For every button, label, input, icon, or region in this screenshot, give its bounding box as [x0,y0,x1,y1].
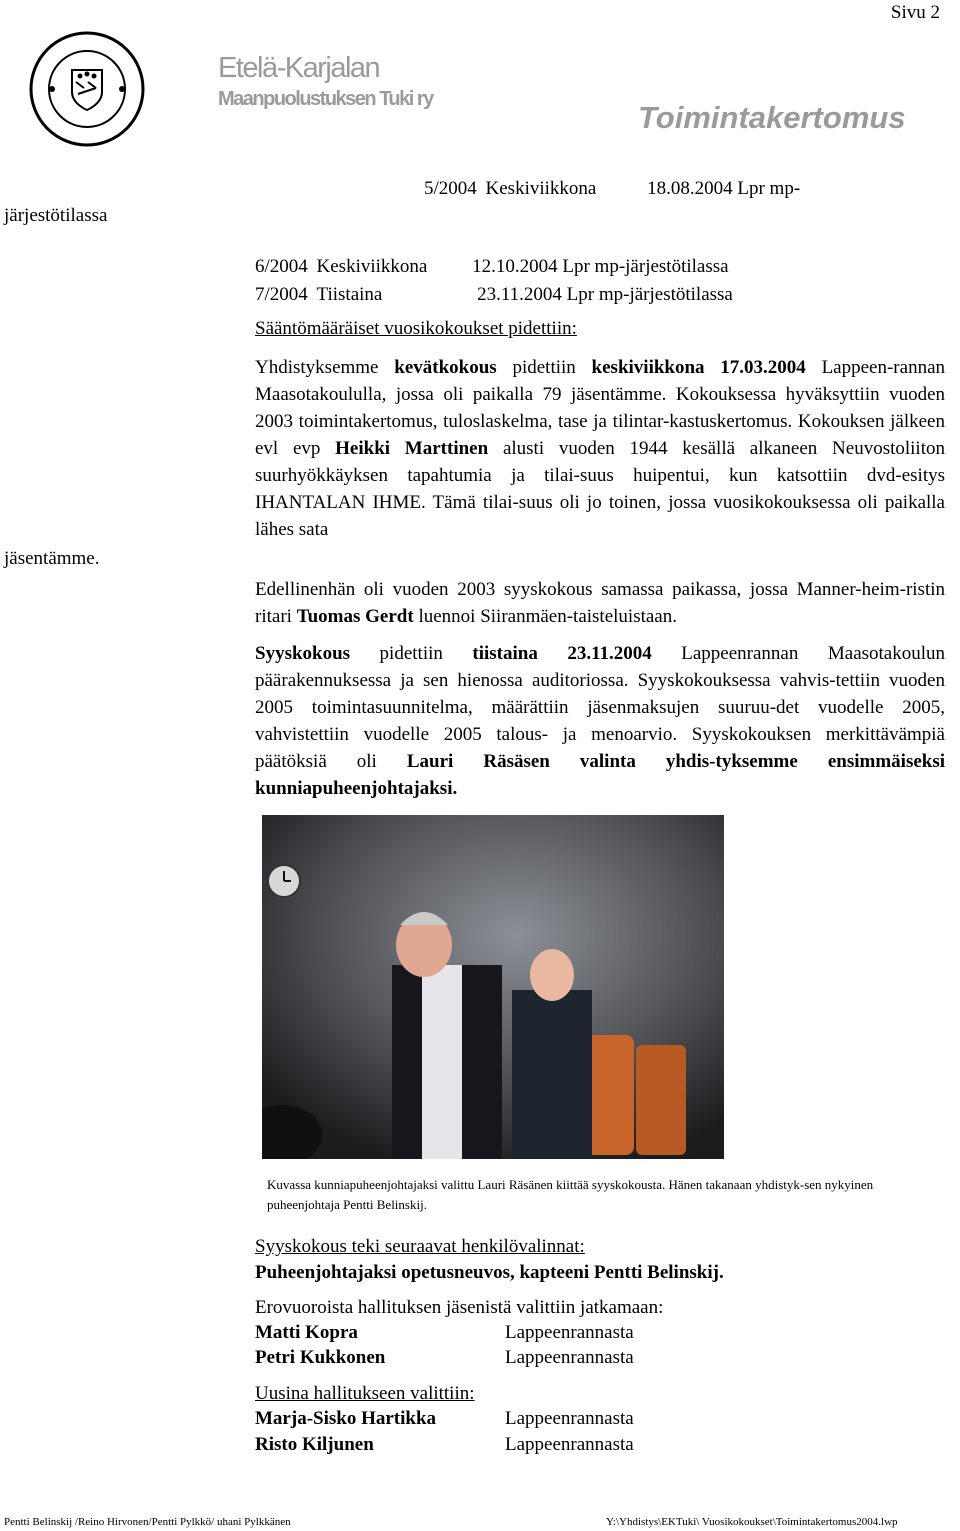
member-place: Lappeenrannasta [505,1347,634,1368]
chairman-line [255,1262,724,1284]
text: alusti vuoden 1944 kesällä alkaneen Neuvostoliiton suurhyökkäyksen tapahtumia ja tilai-suus huipentui, kun katsottiin dvd-esitys IHANTALAN IHME. Tämä tilai-suus oli jo toinen, jossa vuosikokouksessa oli paikalla lähes sata [255,438,945,540]
margin-note-1: järjestötilassa [4,205,108,226]
meeting-date-place: 12.10.2004 Lpr mp-järjestötilassa [472,256,729,277]
new-members-heading: Uusina hallitukseen valittiin: [255,1383,475,1404]
text: luennoi Siiranmäen-taisteluistaan. [413,606,677,627]
meeting-row [255,256,729,278]
text-bold: Lauri Räsäsen valinta yhdis-tyksemme ensimmäiseksi kunniapuheenjohtajaksi. [255,751,946,799]
paragraph-annual-meeting [255,354,945,543]
text-bold: Syyskokous [255,643,351,664]
meeting-date-place: 23.11.2004 Lpr mp-järjestötilassa [477,284,733,305]
text-bold: kevätkokous [394,357,497,378]
meeting-photo [262,815,724,1159]
continued-heading: Erovuoroista hallituksen jäsenistä valittiin jatkamaan: [255,1297,664,1318]
member-name: Risto Kiljunen [255,1434,374,1455]
member-row [255,1347,634,1369]
page-number: Sivu 2 [890,2,940,23]
footer-authors: Pentti Belinskij /Reino Hirvonen/Pentti Pylkkö/ uhani Pylkkänen [4,1516,291,1528]
member-name: Matti Kopra [255,1322,358,1343]
text: Yhdistyksemme [255,357,395,378]
meeting-day: Keskiviikkona [316,256,428,277]
section-heading: Sääntömääräiset vuosikokoukset pidettiin: [255,318,577,339]
chairman-text: Puheenjohtajaksi opetusneuvos, kapteeni Pentti Belinskij. [255,1262,724,1283]
text-bold: tiistaina 23.11.2004 [472,643,652,664]
text: pidettiin [350,643,473,664]
member-row [255,1408,634,1430]
elections-heading: Syyskokous teki seuraavat henkilövalinnat: [255,1236,585,1257]
member-place: Lappeenrannasta [505,1322,634,1343]
footer-file-path: Y:\Yhdistys\EKTuki\ Vuosikokoukset\Toimintakertomus2004.lwp [606,1516,898,1528]
organization-subtitle: Maanpuolustuksen Tuki ry [218,88,433,110]
meeting-date-place: 18.08.2004 Lpr mp- [647,178,801,199]
meeting-day: Keskiviikkona [485,178,597,199]
margin-note-2: jäsentämme. [4,548,100,569]
meeting-row [255,284,733,306]
text-bold: Tuomas Gerdt [296,606,414,627]
meeting-day: Tiistaina [316,284,383,305]
member-row [255,1434,634,1456]
meeting-number: 7/2004 [255,284,308,305]
photo-caption [267,1175,907,1215]
paragraph-autumn-meeting [255,640,945,802]
member-row [255,1322,634,1344]
text: Lappeenrannan Maasotakoulun päärakennuksessa ja sen hienossa auditoriossa. Syyskokouksessa vahvis-tettiin vuoden 2005 toimintasuunnitelma, määrättiin jäsenmaksujen suuruu-det vuodelle 2005, vahvistettiin vuodelle 2005 talous- ja menoarvio. Syyskokouksen merkittävämpiä päätöksiä oli [255,643,946,772]
member-place: Lappeenrannasta [505,1408,634,1429]
association-logo [28,30,146,148]
text: pidettiin [496,357,592,378]
text: Lappeen-rannan Maasotakoululla, jossa oli paikalla 79 jäsentämme. Kokouksessa hyväksyttiin vuoden 2003 toimintakertomus, tuloslaskelma, tase ja tilintar-kastuskertomus. Kokouksen jälkeen evl evp [255,357,946,459]
member-name: Marja-Sisko Hartikka [255,1408,437,1429]
text-bold: Heikki Marttinen [335,438,489,459]
paragraph-previous-meeting [255,576,945,630]
meeting-number: 5/2004 [424,178,477,199]
organization-name: Etelä-Karjalan [218,52,380,84]
member-name: Petri Kukkonen [255,1347,386,1368]
meeting-row [424,178,800,200]
text: Edellinenhän oli vuoden 2003 syyskokous samassa paikassa, jossa Manner-heim-ristin ritari [255,579,945,627]
text-bold: keskiviikkona 17.03.2004 [591,357,806,378]
caption-text: Kuvassa kunniapuheenjohtajaksi valittu Lauri Räsänen kiittää syyskokousta. Hänen takanaan yhdistyk-sen nykyinen puheenjohtaja Pentti Belinskij. [267,1177,874,1212]
document-title: Toimintakertomus [638,100,906,135]
meeting-number: 6/2004 [255,256,308,277]
member-place: Lappeenrannasta [505,1434,634,1455]
